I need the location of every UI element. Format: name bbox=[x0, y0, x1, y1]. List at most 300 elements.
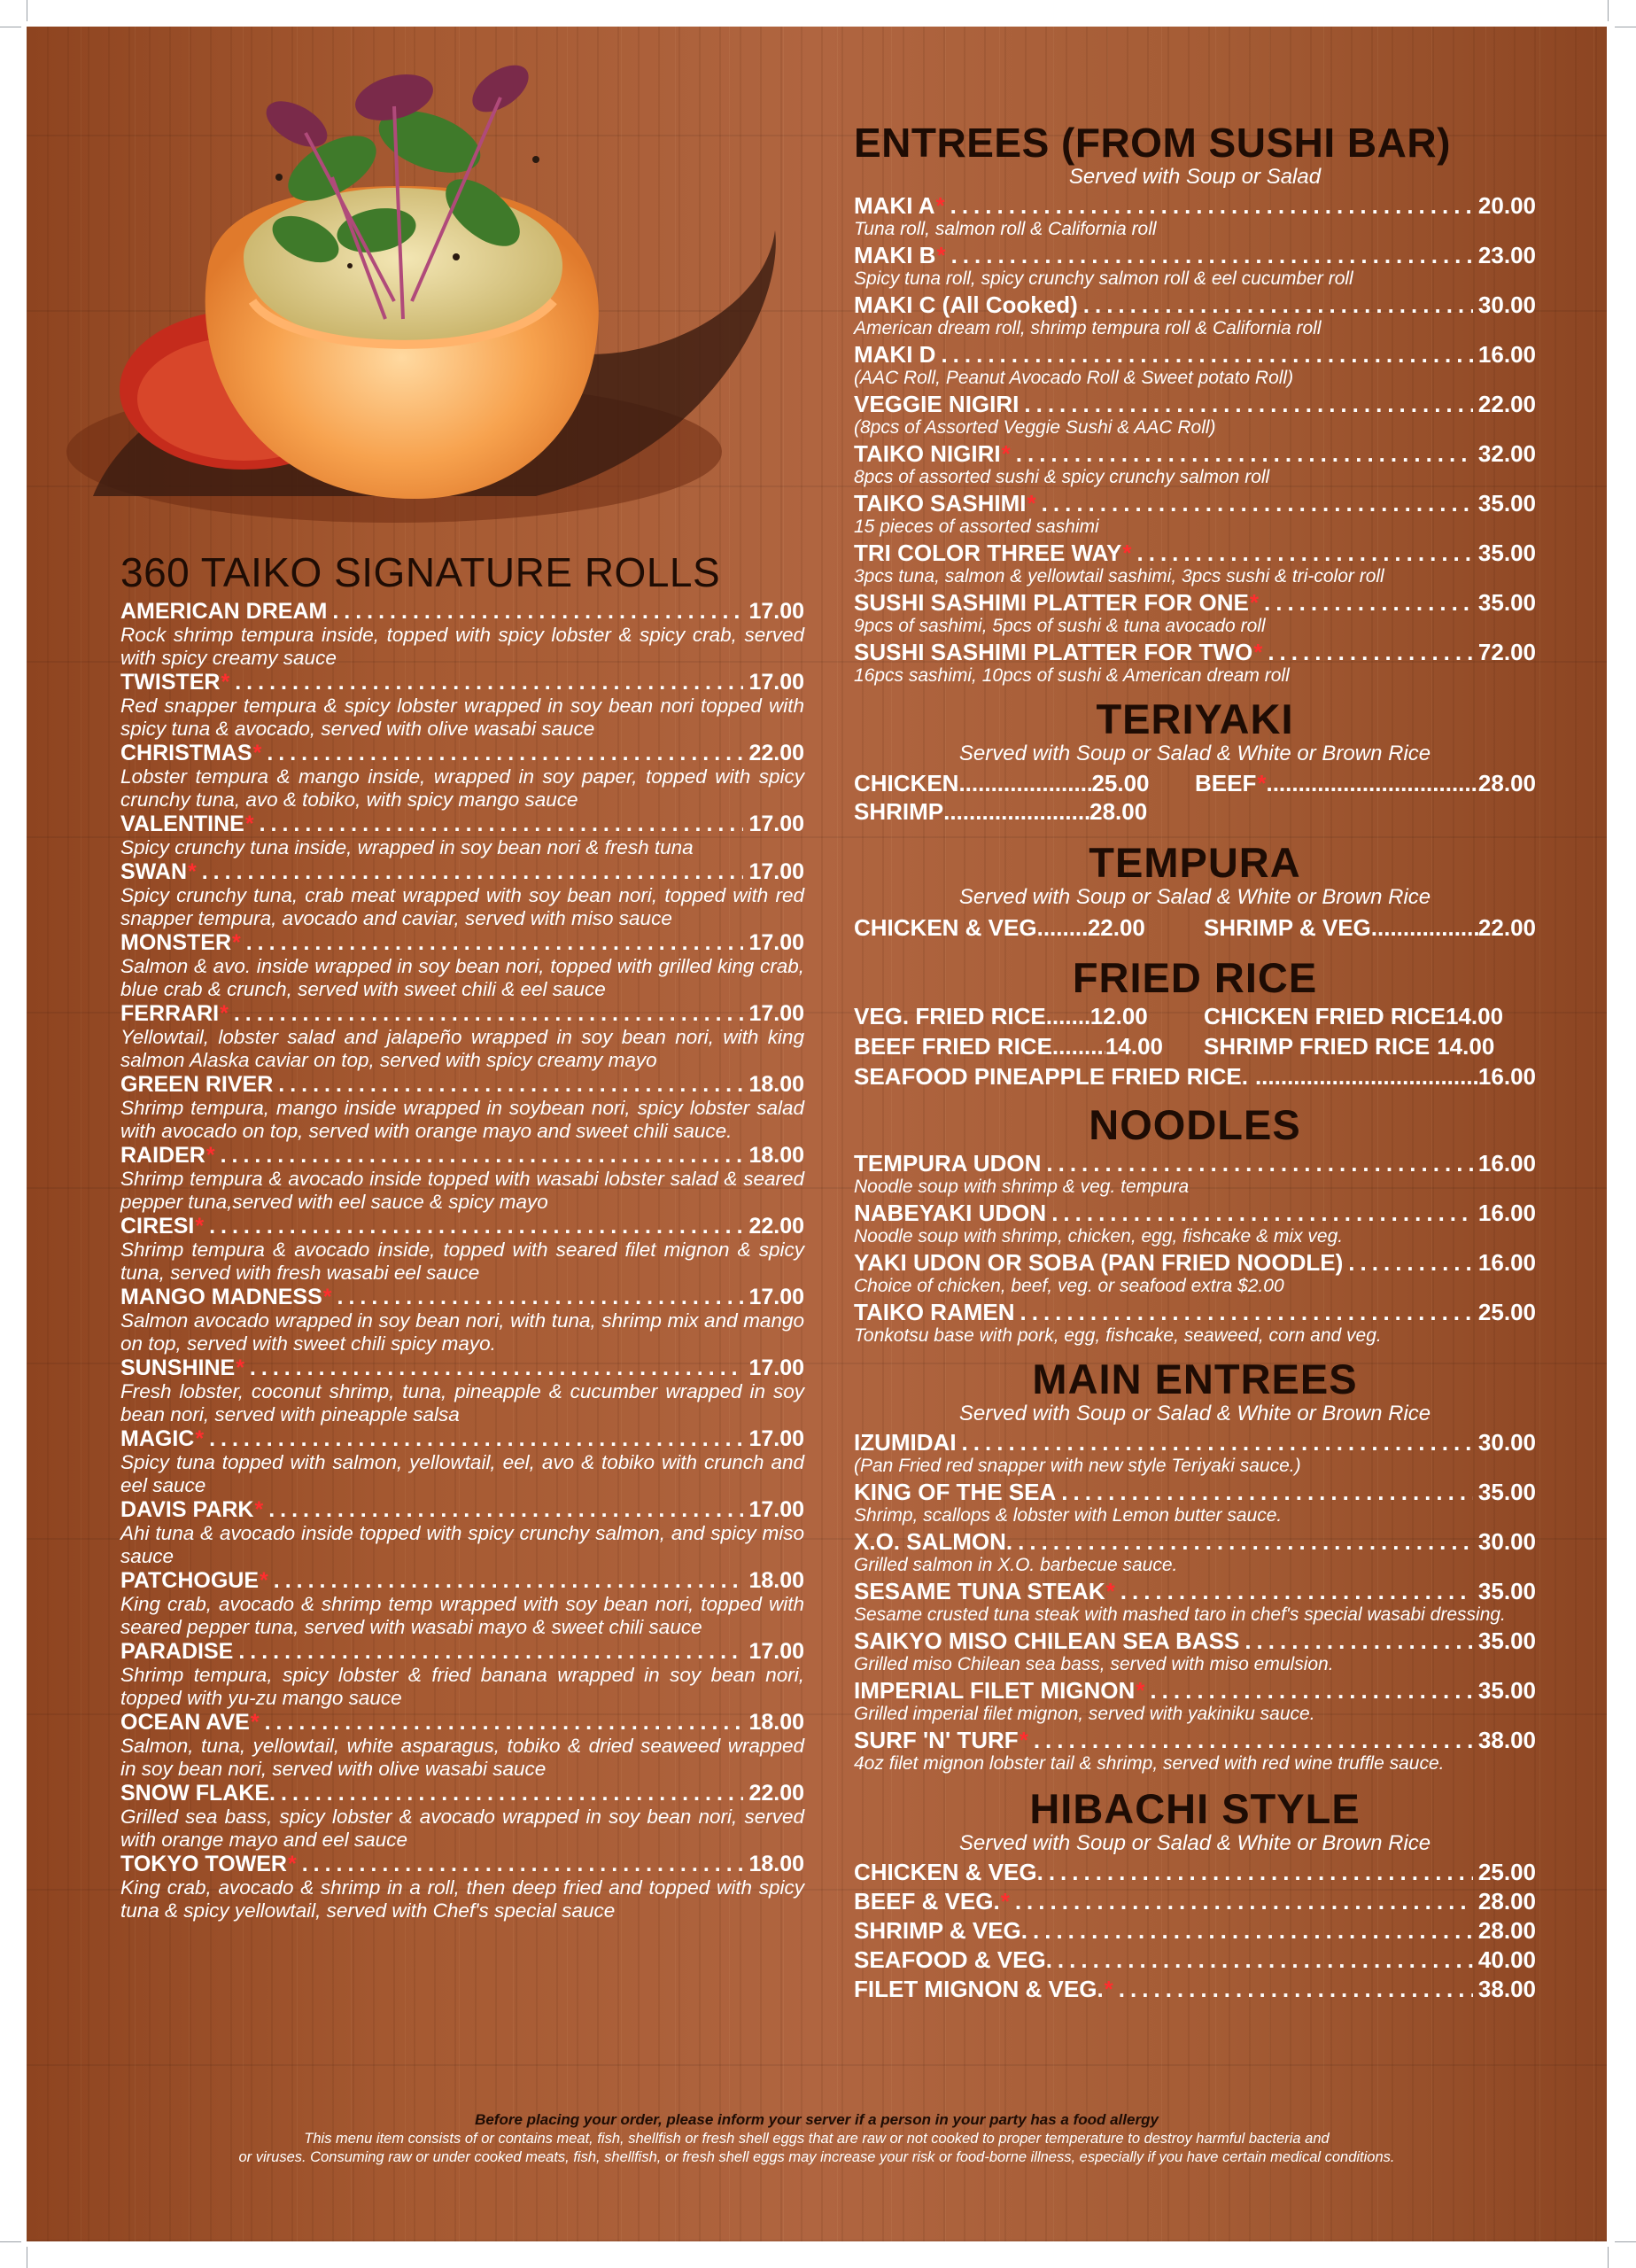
menu-item bbox=[854, 1528, 1536, 1575]
signature-rolls-section bbox=[120, 549, 804, 1922]
item-price: 30.00 bbox=[1477, 291, 1536, 318]
item-price: 25.00 bbox=[1477, 1859, 1536, 1885]
item-name: KING OF THE SEA bbox=[854, 1479, 1057, 1505]
dot-leader bbox=[1042, 490, 1473, 517]
item-name: IZUMIDAI bbox=[854, 1429, 957, 1456]
item-price: 28.00 bbox=[1477, 770, 1536, 796]
item-name: RAIDER bbox=[120, 1143, 205, 1168]
item-description: King crab, avocado & shrimp in a roll, then deep fried and topped with spicy tuna & spicy yellowtail, served with Chef's special sauce bbox=[120, 1876, 804, 1922]
item-row bbox=[854, 1888, 1536, 1915]
menu-item bbox=[854, 1627, 1536, 1674]
item-name: TAIKO NIGIRI bbox=[854, 440, 1001, 467]
dot-leader bbox=[246, 930, 744, 955]
item-price: 17.00 bbox=[748, 670, 804, 695]
item-row bbox=[120, 741, 804, 765]
main-entrees-section bbox=[854, 1356, 1536, 1774]
raw-item-asterisk: * bbox=[1105, 1578, 1115, 1604]
item-name: CHRISTMAS bbox=[120, 741, 252, 765]
item-price: 17.00 bbox=[748, 812, 804, 836]
item-price: 18.00 bbox=[748, 1710, 804, 1735]
item-description: Shrimp tempura & avocado inside topped with wasabi lobster salad & seared pepper tuna,served with eel sauce & spicy mayo bbox=[120, 1168, 804, 1213]
menu-item bbox=[854, 1429, 1536, 1476]
menu-item bbox=[854, 1727, 1536, 1774]
item-name: SNOW FLAKE. bbox=[120, 1781, 275, 1806]
menu-item bbox=[854, 440, 1536, 487]
menu-item bbox=[120, 741, 804, 812]
raw-item-asterisk: * bbox=[195, 1426, 205, 1451]
dot-leader bbox=[235, 670, 743, 695]
menu-item bbox=[120, 1710, 804, 1781]
fried-rice-section bbox=[854, 955, 1536, 1091]
menu-item bbox=[854, 1859, 1536, 1885]
item-price: 35.00 bbox=[1477, 1627, 1536, 1654]
dot-leader bbox=[1049, 1859, 1473, 1885]
section-title: 360 TAIKO SIGNATURE ROLLS bbox=[120, 549, 721, 595]
item-price: 22.00 bbox=[748, 741, 804, 765]
item-price: 30.00 bbox=[1477, 1528, 1536, 1555]
menu-footer bbox=[27, 2110, 1607, 2167]
raw-item-asterisk: * bbox=[232, 930, 241, 955]
item-row bbox=[120, 1143, 804, 1168]
fried-rice-row bbox=[854, 1031, 1536, 1061]
menu-item bbox=[854, 192, 1536, 239]
item-price: 14.00 bbox=[1446, 1003, 1504, 1029]
item-row bbox=[854, 1627, 1536, 1654]
item-name: DAVIS PARK bbox=[120, 1497, 254, 1522]
fried-rice-row bbox=[854, 1001, 1536, 1031]
item-name: TRI COLOR THREE WAY bbox=[854, 540, 1122, 566]
raw-item-asterisk: * bbox=[1001, 440, 1011, 467]
item-row bbox=[854, 1946, 1536, 1973]
crop-mark bbox=[0, 2241, 21, 2242]
item-description: Fresh lobster, coconut shrimp, tuna, pineapple & cucumber wrapped in soy bean nori, served with pineapple salsa bbox=[120, 1380, 804, 1425]
item-name: IMPERIAL FILET MIGNON bbox=[854, 1677, 1136, 1704]
item-row bbox=[120, 1285, 804, 1309]
fried-rice-row bbox=[854, 1061, 1536, 1091]
item-name: VEGGIE NIGIRI bbox=[854, 391, 1020, 417]
crop-mark bbox=[1608, 0, 1609, 21]
dot-leader bbox=[268, 1497, 743, 1522]
item-price: 38.00 bbox=[1477, 1727, 1536, 1753]
section-title: MAIN ENTREES bbox=[1032, 1355, 1358, 1402]
menu-item bbox=[120, 859, 804, 930]
dot-leader bbox=[1137, 540, 1473, 566]
item-name: SAIKYO MISO CHILEAN SEA BASS bbox=[854, 1627, 1240, 1654]
item-price: 14.00 bbox=[1437, 1033, 1495, 1060]
dot-leader bbox=[250, 1355, 744, 1380]
item-price: 18.00 bbox=[748, 1072, 804, 1097]
teriyaki-row bbox=[854, 797, 1536, 826]
menu-item bbox=[854, 1976, 1536, 2002]
raw-item-asterisk: * bbox=[322, 1285, 332, 1309]
item-description: American dream roll, shrimp tempura roll & California roll bbox=[854, 318, 1322, 338]
raw-item-asterisk: * bbox=[936, 242, 946, 268]
menu-item bbox=[854, 1150, 1536, 1197]
item-description: Spicy tuna topped with salmon, yellowtail, eel, avo & tobiko with crunch and eel sauce bbox=[120, 1451, 804, 1496]
item-price: 17.00 bbox=[748, 1497, 804, 1522]
item-name: SURF 'N' TURF bbox=[854, 1727, 1019, 1753]
menu-item bbox=[120, 1568, 804, 1639]
item-price: 20.00 bbox=[1477, 192, 1536, 219]
item-name: BEEF bbox=[1195, 770, 1257, 796]
dot-leader bbox=[278, 1072, 743, 1097]
raw-item-asterisk: * bbox=[935, 192, 945, 219]
item-price: 28.00 bbox=[1477, 1917, 1536, 1944]
item-name: AMERICAN DREAM bbox=[120, 599, 328, 624]
menu-item bbox=[854, 1061, 1536, 1091]
item-row bbox=[854, 1859, 1536, 1885]
item-row bbox=[854, 1479, 1536, 1505]
raw-item-asterisk: * bbox=[195, 1214, 205, 1239]
item-row bbox=[854, 1528, 1536, 1555]
item-description: Salmon avocado wrapped in soy bean nori, with tuna, shrimp mix and mango on top, served with sweet chili spicy mayo. bbox=[120, 1309, 804, 1355]
item-name: CHICKEN FRIED RICE bbox=[1204, 1003, 1446, 1029]
dot-leader bbox=[962, 1429, 1473, 1456]
item-name: TEMPURA UDON bbox=[854, 1150, 1042, 1177]
dot-leader bbox=[302, 1852, 744, 1876]
item-description: Shrimp tempura, spicy lobster & fried banana wrapped in soy bean nori, topped with yu-zu mango sauce bbox=[120, 1664, 804, 1709]
raw-item-asterisk: * bbox=[250, 1710, 260, 1735]
item-description: Grilled sea bass, spicy lobster & avocado wrapped in soy bean nori, served with orange mayo and eel sauce bbox=[120, 1806, 804, 1851]
section-title: ENTREES (FROM SUSHI BAR) bbox=[854, 120, 1451, 166]
item-price: 16.00 bbox=[1477, 1249, 1536, 1276]
menu-item bbox=[854, 1946, 1536, 1973]
item-price: 17.00 bbox=[748, 1639, 804, 1664]
menu-item bbox=[1204, 913, 1536, 943]
menu-item bbox=[120, 1001, 804, 1072]
item-name: VALENTINE bbox=[120, 812, 244, 836]
menu-item bbox=[120, 1143, 804, 1214]
item-price: 35.00 bbox=[1477, 490, 1536, 517]
item-name: SESAME TUNA STEAK bbox=[854, 1578, 1105, 1604]
item-price: 23.00 bbox=[1477, 242, 1536, 268]
tempura-section bbox=[854, 840, 1536, 943]
menu-item bbox=[120, 1072, 804, 1143]
item-price: 17.00 bbox=[748, 1355, 804, 1380]
menu-item bbox=[854, 540, 1536, 586]
item-description: 4oz filet mignon lobster tail & shrimp, served with red wine truffle sauce. bbox=[854, 1753, 1445, 1774]
item-name: CHICKEN & VEG. bbox=[854, 914, 1043, 941]
item-description: 3pcs tuna, salmon & yellowtail sashimi, 3pcs sushi & tri-color roll bbox=[854, 566, 1384, 586]
item-name: VEG. FRIED RICE bbox=[854, 1003, 1046, 1029]
noodles-list bbox=[854, 1150, 1536, 1346]
raw-item-asterisk: * bbox=[244, 812, 254, 836]
dot-leader bbox=[1264, 589, 1473, 616]
item-name: NABEYAKI UDON bbox=[854, 1200, 1047, 1226]
item-row bbox=[854, 391, 1536, 417]
dot-leader bbox=[238, 1639, 743, 1664]
hibachi-section bbox=[854, 1786, 1536, 2002]
menu-item bbox=[854, 1249, 1536, 1296]
dot-leader bbox=[1348, 1249, 1473, 1276]
item-price: 25.00 bbox=[1477, 1299, 1536, 1325]
item-name: MAKI A bbox=[854, 192, 935, 219]
right-column bbox=[854, 120, 1536, 2005]
item-price: 35.00 bbox=[1477, 589, 1536, 616]
dot-leader bbox=[1046, 1150, 1473, 1177]
item-row bbox=[120, 1001, 804, 1026]
item-price: 22.00 bbox=[748, 1214, 804, 1239]
crop-mark bbox=[1608, 2247, 1609, 2268]
allergy-notice: Before placing your order, please inform your server if a person in your party has a food allergy bbox=[475, 2111, 1159, 2128]
sushi-roll-photo bbox=[40, 35, 793, 549]
item-description: Spicy tuna roll, spicy crunchy salmon roll & eel cucumber roll bbox=[854, 268, 1353, 289]
dot-leader bbox=[234, 1001, 744, 1026]
menu-item bbox=[854, 639, 1536, 686]
dot-leader bbox=[1020, 1299, 1473, 1325]
menu-item bbox=[854, 797, 1195, 826]
main-entrees-list bbox=[854, 1429, 1536, 1774]
item-description: (Pan Fried red snapper with new style Teriyaki sauce.) bbox=[854, 1456, 1301, 1476]
item-name: FILET MIGNON & VEG. bbox=[854, 1976, 1104, 2002]
menu-item bbox=[120, 1285, 804, 1355]
item-price: 28.00 bbox=[1089, 798, 1148, 825]
dot-leader bbox=[202, 859, 744, 884]
raw-item-asterisk: * bbox=[1027, 490, 1036, 517]
raw-item-asterisk: * bbox=[1249, 589, 1259, 616]
item-name: PATCHOGUE bbox=[120, 1568, 260, 1593]
item-name: SHRIMP & VEG. bbox=[854, 1917, 1028, 1944]
item-row bbox=[854, 242, 1536, 268]
item-description: (8pcs of Assorted Veggie Sushi & AAC Roll) bbox=[854, 417, 1216, 438]
dot-leader bbox=[1034, 1727, 1473, 1753]
item-description: Tonkotsu base with pork, egg, fishcake, seaweed, corn and veg. bbox=[854, 1325, 1382, 1346]
item-description: 16pcs sashimi, 10pcs of sushi & American dream roll bbox=[854, 665, 1290, 686]
item-row bbox=[120, 1781, 804, 1806]
raw-item-asterisk: * bbox=[260, 1568, 268, 1593]
menu-item bbox=[854, 1917, 1536, 1944]
item-price: 22.00 bbox=[1477, 391, 1536, 417]
item-description: Lobster tempura & mango inside, wrapped in soy paper, topped with spicy crunchy tuna, avo & tobiko, with spicy mango sauce bbox=[120, 765, 804, 811]
item-description: Choice of chicken, beef, veg. or seafood extra $2.00 bbox=[854, 1276, 1284, 1296]
item-price: 17.00 bbox=[748, 930, 804, 955]
served-with-note: Served with Soup or Salad & White or Brown Rice bbox=[958, 1402, 1431, 1425]
served-with-note: Served with Soup or Salad & White or Brown Rice bbox=[958, 742, 1431, 765]
item-description: Spicy crunchy tuna, crab meat wrapped with soy bean nori, topped with red snapper tempura, avocado and caviar, served with miso sauce bbox=[120, 884, 804, 929]
item-description: Tuna roll, salmon roll & California roll bbox=[854, 219, 1157, 239]
section-title: TEMPURA bbox=[1089, 839, 1301, 886]
item-price: 16.00 bbox=[1477, 1150, 1536, 1177]
item-row bbox=[854, 291, 1536, 318]
item-name: SHRIMP & VEG. bbox=[1204, 914, 1378, 941]
raw-item-asterisk: * bbox=[205, 1143, 215, 1168]
menu-item bbox=[1204, 1031, 1536, 1061]
dot-leader bbox=[332, 599, 743, 624]
menu-item bbox=[854, 1031, 1204, 1061]
item-row bbox=[854, 1200, 1536, 1226]
menu-item bbox=[120, 1639, 804, 1710]
menu-item: BEEF * ..... 28.00 bbox=[1195, 769, 1536, 797]
item-name: TWISTER bbox=[120, 670, 221, 695]
item-row bbox=[120, 1497, 804, 1522]
item-price: 30.00 bbox=[1477, 1429, 1536, 1456]
dot-leader bbox=[260, 812, 744, 836]
item-row bbox=[120, 670, 804, 695]
dot-leader bbox=[941, 341, 1472, 368]
item-name: YAKI UDON OR SOBA (PAN FRIED NOODLE) bbox=[854, 1249, 1344, 1276]
menu-item bbox=[120, 930, 804, 1001]
item-price: 22.00 bbox=[1087, 914, 1145, 941]
item-price: 35.00 bbox=[1477, 1677, 1536, 1704]
item-row bbox=[854, 440, 1536, 467]
item-name: CIRESI bbox=[120, 1214, 195, 1239]
dot-leader bbox=[950, 192, 1473, 219]
item-description: Shrimp tempura & avocado inside, topped with seared filet mignon & spicy tuna, served with fresh wasabi eel sauce bbox=[120, 1239, 804, 1284]
raw-item-asterisk: * bbox=[1000, 1888, 1010, 1915]
item-row bbox=[854, 1299, 1536, 1325]
raw-item-asterisk: * bbox=[188, 859, 197, 884]
item-row bbox=[854, 1429, 1536, 1456]
item-description: Spicy crunchy tuna inside, wrapped in soy bean nori & fresh tuna bbox=[120, 836, 694, 858]
menu-item bbox=[854, 769, 1195, 797]
item-name: SEAFOOD & VEG. bbox=[854, 1946, 1052, 1973]
dot-leader bbox=[951, 242, 1473, 268]
item-name: SUNSHINE bbox=[120, 1355, 236, 1380]
teriyaki-section bbox=[854, 696, 1536, 826]
item-name: CHICKEN bbox=[854, 770, 959, 796]
dot-leader bbox=[1051, 1200, 1473, 1226]
menu-item bbox=[854, 589, 1536, 636]
item-row bbox=[854, 1917, 1536, 1944]
item-name: CHICKEN & VEG. bbox=[854, 1859, 1043, 1885]
menu-item bbox=[1204, 1001, 1536, 1031]
item-row bbox=[120, 812, 804, 836]
item-description: 15 pieces of assorted sashimi bbox=[854, 517, 1099, 537]
item-price: 17.00 bbox=[748, 599, 804, 624]
raw-item-asterisk: * bbox=[1136, 1677, 1145, 1704]
item-description: Noodle soup with shrimp & veg. tempura bbox=[854, 1177, 1190, 1197]
item-row bbox=[854, 192, 1536, 219]
raw-item-asterisk: * bbox=[220, 1001, 229, 1026]
entrees-section bbox=[854, 120, 1536, 686]
menu-item bbox=[854, 1677, 1536, 1724]
served-with-note: Served with Soup or Salad & White or Brown Rice bbox=[958, 885, 1431, 909]
dot-leader bbox=[1120, 1578, 1473, 1604]
item-price: 72.00 bbox=[1477, 639, 1536, 665]
served-with-note: Served with Soup or Salad bbox=[1068, 165, 1322, 189]
section-title: TERIYAKI bbox=[1096, 695, 1294, 742]
item-price: 38.00 bbox=[1477, 1976, 1536, 2002]
item-name: GREEN RIVER bbox=[120, 1072, 274, 1097]
item-name: SUSHI SASHIMI PLATTER FOR TWO bbox=[854, 639, 1253, 665]
item-description: King crab, avocado & shrimp temp wrapped with soy bean nori, topped with seared pepper tuna, served with wasabi mayo & sweet chili sauce bbox=[120, 1593, 804, 1638]
item-price: 17.00 bbox=[748, 859, 804, 884]
menu-item bbox=[120, 599, 804, 670]
section-title: HIBACHI STYLE bbox=[1029, 1785, 1361, 1832]
item-price: 17.00 bbox=[748, 1001, 804, 1026]
tempura-row bbox=[854, 913, 1536, 943]
dot-leader bbox=[267, 741, 743, 765]
item-row bbox=[854, 1727, 1536, 1753]
dot-leader bbox=[274, 1568, 744, 1593]
menu-item bbox=[854, 291, 1536, 338]
item-price: 25.00 bbox=[1091, 770, 1150, 796]
item-description: (AAC Roll, Peanut Avocado Roll & Sweet potato Roll) bbox=[854, 368, 1294, 388]
dot-leader bbox=[209, 1214, 743, 1239]
item-name: X.O. SALMON. bbox=[854, 1528, 1013, 1555]
item-row bbox=[120, 599, 804, 624]
item-price: 32.00 bbox=[1477, 440, 1536, 467]
item-description: Salmon, tuna, yellowtail, white asparagus, tobiko & dried seaweed wrapped in soy bean nori, served with olive wasabi sauce bbox=[120, 1735, 804, 1780]
section-title: FRIED RICE bbox=[1072, 954, 1318, 1001]
item-description: Shrimp tempura, mango inside wrapped in soybean nori, spicy lobster salad with avocado on top, served with orange mayo and sweet chili sauce. bbox=[120, 1097, 804, 1142]
item-name: BEEF & VEG. bbox=[854, 1888, 1000, 1915]
dot-leader bbox=[1119, 1976, 1473, 2002]
item-row bbox=[120, 930, 804, 955]
item-name: MAGIC bbox=[120, 1426, 195, 1451]
menu-item bbox=[854, 1888, 1536, 1915]
item-price: 35.00 bbox=[1477, 1578, 1536, 1604]
dot-leader bbox=[265, 1710, 744, 1735]
item-description: Rock shrimp tempura inside, topped with spicy lobster & spicy crab, served with spicy creamy sauce bbox=[120, 624, 804, 669]
item-name: MONSTER bbox=[120, 930, 231, 955]
menu-item bbox=[120, 1214, 804, 1285]
menu-item bbox=[120, 1497, 804, 1568]
item-name: MANGO MADNESS bbox=[120, 1285, 322, 1309]
item-price: 16.00 bbox=[1477, 341, 1536, 368]
menu-item bbox=[854, 1479, 1536, 1526]
signature-rolls-list bbox=[120, 599, 804, 1922]
item-row bbox=[854, 589, 1536, 616]
item-row bbox=[854, 490, 1536, 517]
dot-leader bbox=[221, 1143, 744, 1168]
item-name: SHRIMP FRIED RICE bbox=[1204, 1033, 1431, 1060]
dot-leader bbox=[1015, 1888, 1473, 1915]
menu-item bbox=[854, 1578, 1536, 1625]
dot-leader bbox=[209, 1426, 743, 1451]
raw-item-asterisk: * bbox=[221, 670, 230, 695]
item-price: 35.00 bbox=[1477, 540, 1536, 566]
item-name: MAKI B bbox=[854, 242, 936, 268]
raw-item-asterisk: * bbox=[1122, 540, 1132, 566]
item-name: OCEAN AVE bbox=[120, 1710, 250, 1735]
menu-item bbox=[120, 812, 804, 859]
consumer-advisory-line: This menu item consists of or contains meat, fish, shellfish or fresh shell eggs that are raw or not cooked to proper temperature to destroy harmful bacteria and bbox=[304, 2131, 1330, 2147]
item-price: 16.00 bbox=[1477, 1063, 1536, 1090]
item-price: 16.00 bbox=[1477, 1200, 1536, 1226]
raw-item-asterisk: * bbox=[1104, 1976, 1113, 2002]
item-price: 12.00 bbox=[1089, 1003, 1148, 1029]
item-description: Red snapper tempura & spicy lobster wrapped in soy bean nori topped with spicy tuna & avocado, served with olive wasabi sauce bbox=[120, 695, 804, 740]
item-description: Grilled imperial filet mignon, served with yakiniku sauce. bbox=[854, 1704, 1315, 1724]
item-description: Ahi tuna & avocado inside topped with spicy crunchy salmon, and spicy miso sauce bbox=[120, 1522, 804, 1567]
item-description: Yellowtail, lobster salad and jalapeño wrapped in soy bean nori, with king salmon Alaska caviar on top, served with spicy creamy mayo bbox=[120, 1026, 804, 1071]
menu-item bbox=[854, 341, 1536, 388]
item-price: 28.00 bbox=[1477, 1888, 1536, 1915]
raw-item-asterisk: * bbox=[236, 1355, 244, 1380]
item-name: MAKI C (All Cooked) bbox=[854, 291, 1078, 318]
item-name: BEEF FRIED RICE bbox=[854, 1033, 1052, 1060]
consumer-advisory-line: or viruses. Consuming raw or under cooked meats, fish, shellfish, or fresh shell eggs may increase your risk or food-borne illness, especially if you have certain medical conditions. bbox=[238, 2149, 1395, 2165]
item-row bbox=[120, 1568, 804, 1593]
item-description: Grilled salmon in X.O. barbecue sauce. bbox=[854, 1555, 1178, 1575]
item-row bbox=[854, 1150, 1536, 1177]
item-description: 9pcs of sashimi, 5pcs of sushi & tuna avocado roll bbox=[854, 616, 1266, 636]
teriyaki-row bbox=[854, 769, 1536, 797]
item-row bbox=[120, 1710, 804, 1735]
item-row bbox=[120, 859, 804, 884]
item-price: 18.00 bbox=[748, 1568, 804, 1593]
item-row bbox=[854, 1976, 1536, 2002]
item-price: 14.00 bbox=[1105, 1033, 1163, 1060]
entrees-list bbox=[854, 192, 1536, 686]
item-name: MAKI D bbox=[854, 341, 936, 368]
menu-item bbox=[854, 391, 1536, 438]
item-name: PARADISE bbox=[120, 1639, 234, 1664]
dot-leader bbox=[1150, 1677, 1473, 1704]
item-price: 22.00 bbox=[1477, 914, 1536, 941]
item-row bbox=[120, 1214, 804, 1239]
